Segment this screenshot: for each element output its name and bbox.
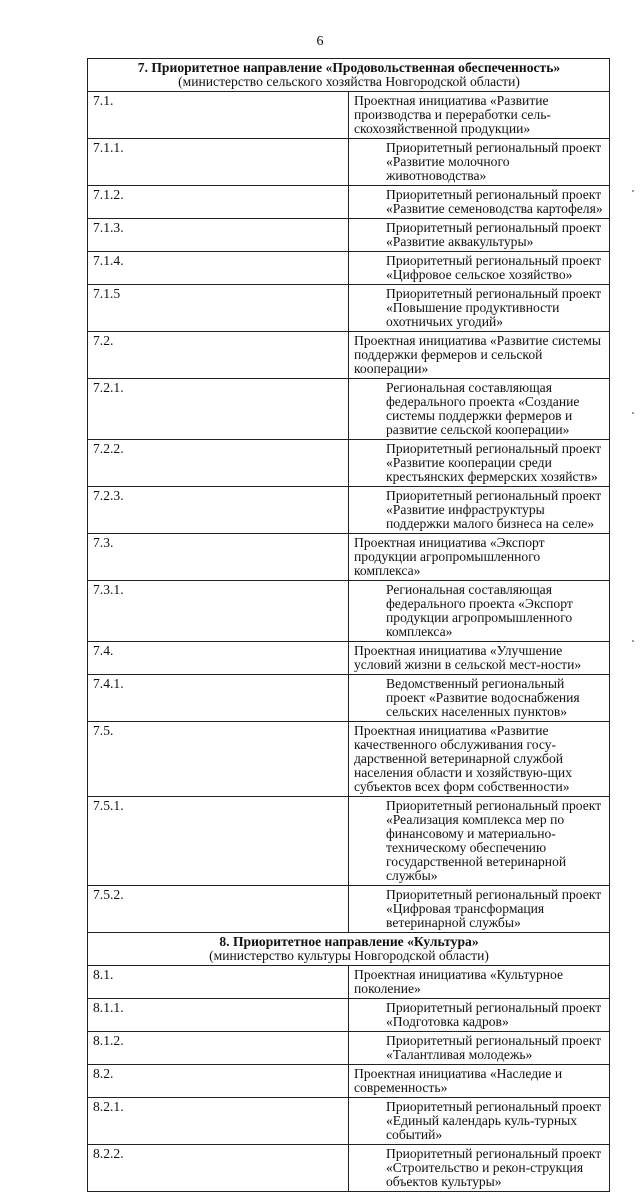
row-number: 7.5. <box>88 722 349 797</box>
row-number: 7.4. <box>88 642 349 675</box>
row-description-cell <box>349 1098 610 1145</box>
row-number: 7.3.1. <box>88 581 349 642</box>
row-description-cell <box>349 332 610 379</box>
section-subtitle: (министерство сельского хозяйства Новгородской области) <box>178 74 520 89</box>
row-description: Ведомственный региональный проект «Развитие водоснабжения сельских населенных пунктов» <box>386 676 580 719</box>
row-description: Проектная инициатива «Культурное поколение» <box>354 967 564 996</box>
row-description-cell <box>349 722 610 797</box>
row-description: Приоритетный региональный проект «Строительство и рекон-струкция объектов культуры» <box>386 1146 602 1189</box>
row-description: Проектная инициатива «Развитие системы поддержки фермеров и сельской кооперации» <box>354 333 602 376</box>
scan-edge-mark <box>632 412 634 414</box>
row-description: Приоритетный региональный проект «Развитие аквакультуры» <box>386 220 602 249</box>
row-number: 8.1. <box>88 966 349 999</box>
row-description-cell <box>349 252 610 285</box>
row-description-cell <box>349 966 610 999</box>
row-description-cell <box>349 379 610 440</box>
row-description-cell <box>349 534 610 581</box>
row-description-cell <box>349 487 610 534</box>
page-number: 6 <box>316 34 324 49</box>
row-number: 7.2.1. <box>88 379 349 440</box>
table-row <box>88 966 610 999</box>
row-number: 8.1.1. <box>88 999 349 1032</box>
row-number: 8.2.1. <box>88 1098 349 1145</box>
table-row <box>88 186 610 219</box>
row-number: 7.1.5 <box>88 285 349 332</box>
table-row <box>88 642 610 675</box>
row-number: 7.4.1. <box>88 675 349 722</box>
row-number: 8.2. <box>88 1065 349 1098</box>
row-number: 7.1.4. <box>88 252 349 285</box>
row-description: Приоритетный региональный проект «Развитие кооперации среди крестьянских фермерских хозяйств» <box>386 441 602 484</box>
row-description: Приоритетный региональный проект «Повышение продуктивности охотничьих угодий» <box>386 286 602 329</box>
row-description: Приоритетный региональный проект «Развитие молочного животноводства» <box>386 140 602 183</box>
row-number: 8.2.2. <box>88 1145 349 1192</box>
row-description: Региональная составляющая федерального проекта «Создание системы поддержки фермеров и развитие сельской кооперации» <box>386 380 580 437</box>
table-row <box>88 285 610 332</box>
row-description: Приоритетный региональный проект «Талантливая молодежь» <box>386 1033 602 1062</box>
row-number: 7.1. <box>88 92 349 139</box>
row-description: Проектная инициатива «Развитие качественного обслуживания госу-дарственной ветеринарной службой населения области и хозяйствую-щих субъектов всех форм собственности» <box>354 723 572 794</box>
row-number: 7.2.2. <box>88 440 349 487</box>
row-description: Приоритетный региональный проект «Развитие семеноводства картофеля» <box>386 187 603 216</box>
row-description: Проектная инициатива «Развитие производства и переработки сель-скохозяйственной продукции» <box>354 93 551 136</box>
row-description-cell <box>349 642 610 675</box>
section-header <box>88 59 610 92</box>
table-row <box>88 219 610 252</box>
table-row <box>88 92 610 139</box>
row-description: Приоритетный региональный проект «Развитие инфраструктуры поддержки малого бизнеса на селе» <box>386 488 602 531</box>
row-number: 7.5.2. <box>88 886 349 933</box>
section-header-row <box>88 933 610 966</box>
row-description-cell <box>349 440 610 487</box>
row-description: Приоритетный региональный проект «Единый календарь куль-турных событий» <box>386 1099 602 1142</box>
table-row <box>88 797 610 886</box>
table-row <box>88 487 610 534</box>
row-description-cell <box>349 999 610 1032</box>
table-row <box>88 581 610 642</box>
table-row <box>88 1065 610 1098</box>
row-number: 7.1.3. <box>88 219 349 252</box>
section-title: 8. Приоритетное направление «Культура» <box>219 934 479 949</box>
table-row <box>88 999 610 1032</box>
row-description-cell <box>349 1065 610 1098</box>
row-description-cell <box>349 92 610 139</box>
row-description: Приоритетный региональный проект «Подготовка кадров» <box>386 1000 602 1029</box>
table-row <box>88 886 610 933</box>
table-row <box>88 139 610 186</box>
row-description-cell <box>349 186 610 219</box>
table-row <box>88 534 610 581</box>
row-description: Проектная инициатива «Экспорт продукции агропромышленного комплекса» <box>354 535 545 578</box>
row-description-cell <box>349 285 610 332</box>
row-description-cell <box>349 1145 610 1192</box>
row-description: Приоритетный региональный проект «Реализация комплекса мер по финансовому и материально-техническому обеспечению государственной ветеринарной службы» <box>386 798 602 883</box>
row-number: 7.3. <box>88 534 349 581</box>
table-row <box>88 332 610 379</box>
row-description: Приоритетный региональный проект «Цифровая трансформация ветеринарной службы» <box>386 887 602 930</box>
table-row <box>88 440 610 487</box>
row-description-cell <box>349 886 610 933</box>
section-header-row <box>88 59 610 92</box>
section-title: 7. Приоритетное направление «Продовольственная обеспеченность» <box>137 60 561 75</box>
row-description: Приоритетный региональный проект «Цифровое сельское хозяйство» <box>386 253 602 282</box>
table-row <box>88 675 610 722</box>
table-row <box>88 1098 610 1145</box>
table-row <box>88 1145 610 1192</box>
table-row <box>88 722 610 797</box>
section-subtitle: (министерство культуры Новгородской области) <box>209 948 489 963</box>
table-row <box>88 379 610 440</box>
projects-table <box>87 58 610 1192</box>
row-description-cell <box>349 139 610 186</box>
section-header <box>88 933 610 966</box>
projects-table-body <box>88 59 610 1192</box>
row-number: 7.2.3. <box>88 487 349 534</box>
row-description-cell <box>349 219 610 252</box>
row-description-cell <box>349 1032 610 1065</box>
row-number: 7.1.2. <box>88 186 349 219</box>
table-row <box>88 252 610 285</box>
row-number: 7.2. <box>88 332 349 379</box>
row-description-cell <box>349 675 610 722</box>
row-number: 8.1.2. <box>88 1032 349 1065</box>
row-description: Региональная составляющая федерального проекта «Экспорт продукции агропромышленного комплекса» <box>386 582 573 639</box>
row-description: Проектная инициатива «Улучшение условий жизни в сельской мест-ности» <box>354 643 582 672</box>
row-number: 7.5.1. <box>88 797 349 886</box>
table-row <box>88 1032 610 1065</box>
row-description: Проектная инициатива «Наследие и современность» <box>354 1066 563 1095</box>
row-description-cell <box>349 581 610 642</box>
scan-edge-mark <box>632 190 634 192</box>
row-number: 7.1.1. <box>88 139 349 186</box>
row-description-cell <box>349 797 610 886</box>
scan-edge-mark <box>632 640 634 642</box>
